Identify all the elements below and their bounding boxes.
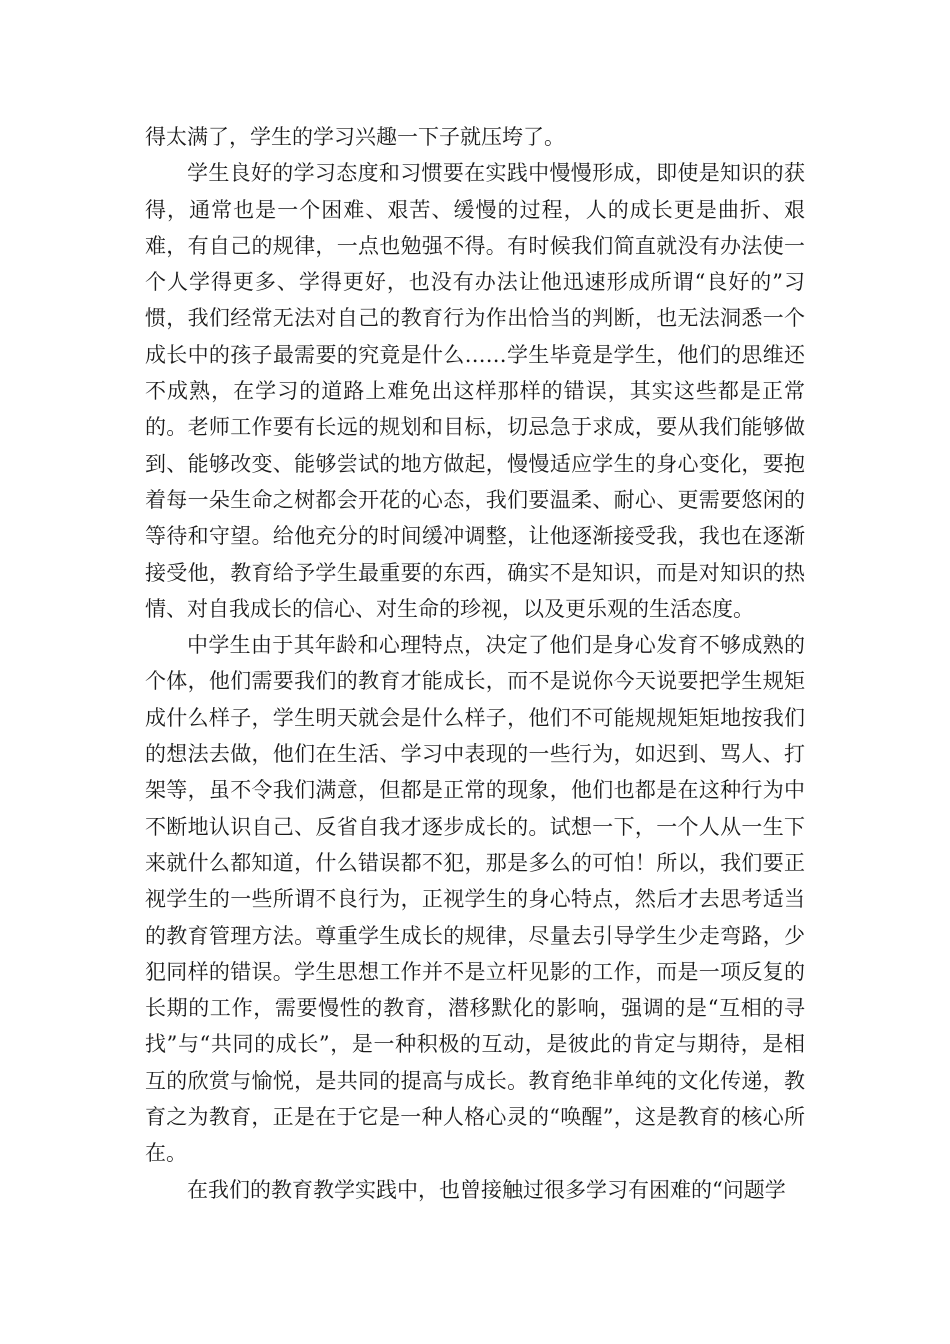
paragraph-4: 在我们的教育教学实践中，也曾接触过很多学习有困难的“问题学 — [187, 1177, 786, 1202]
paragraph-2: 学生良好的学习态度和习惯要在实践中慢慢形成，即使是知识的获得，通常也是一个困难、艰苦、缓慢的过程，人的成长更是曲折、艰难，有自己的规律，一点也勉强不得。有时候我们简直就没有办法使一个人学得更多、学得更好，也没有办法让他迅速形成所谓“良好的”习惯，我们经常无法对自己的教育行为作出恰当的判断，也无法洞悉一个成长中的孩子最需要的究竟是什么……学生毕竟是学生，他们的思维还不成熟，在学习的道路上难免出这样那样的错误，其实这些都是正常的。老师工作要有长远的规划和目标，切忌急于求成，要从我们能够做到、能够改变、能够尝试的地方做起，慢慢适应学生的身心变化，要抱着每一朵生命之树都会开花的心态，我们要温柔、耐心、更需要悠闲的等待和守望。给他充分的时间缓冲调整，让他逐渐接受我，我也在逐渐接受他，教育给予学生最重要的东西，确实不是知识，而是对知识的热情、对自我成长的信心、对生命的珍视，以及更乐观的生活态度。 — [145, 161, 805, 621]
paragraph-3: 中学生由于其年龄和心理特点，决定了他们是身心发育不够成熟的个体，他们需要我们的教育才能成长，而不是说你今天说要把学生规矩成什么样子，学生明天就会是什么样子，他们不可能规规矩矩地按我们的想法去做，他们在生活、学习中表现的一些行为，如迟到、骂人、打架等，虽不令我们满意，但都是正常的现象，他们也都是在这种行为中不断地认识自己、反省自我才逐步成长的。试想一下，一个人从一生下来就什么都知道，什么错误都不犯，那是多么的可怕！所以，我们要正视学生的一些所谓不良行为，正视学生的身心特点，然后才去思考适当的教育管理方法。尊重学生成长的规律，尽量去引导学生少走弯路，少犯同样的错误。学生思想工作并不是立杆见影的工作，而是一项反复的长期的工作，需要慢性的教育，潜移默化的影响，强调的是“互相的寻找”与“共同的成长”，是一种积极的互动，是彼此的肯定与期待，是相互的欣赏与愉悦，是共同的提高与成长。教育绝非单纯的文化传递，教育之为教育，正是在于它是一种人格心灵的“唤醒”，这是教育的核心所在。 — [145, 633, 805, 1166]
body-text — [145, 119, 805, 1208]
paragraph-1: 得太满了，学生的学习兴趣一下子就压垮了。 — [145, 125, 565, 149]
